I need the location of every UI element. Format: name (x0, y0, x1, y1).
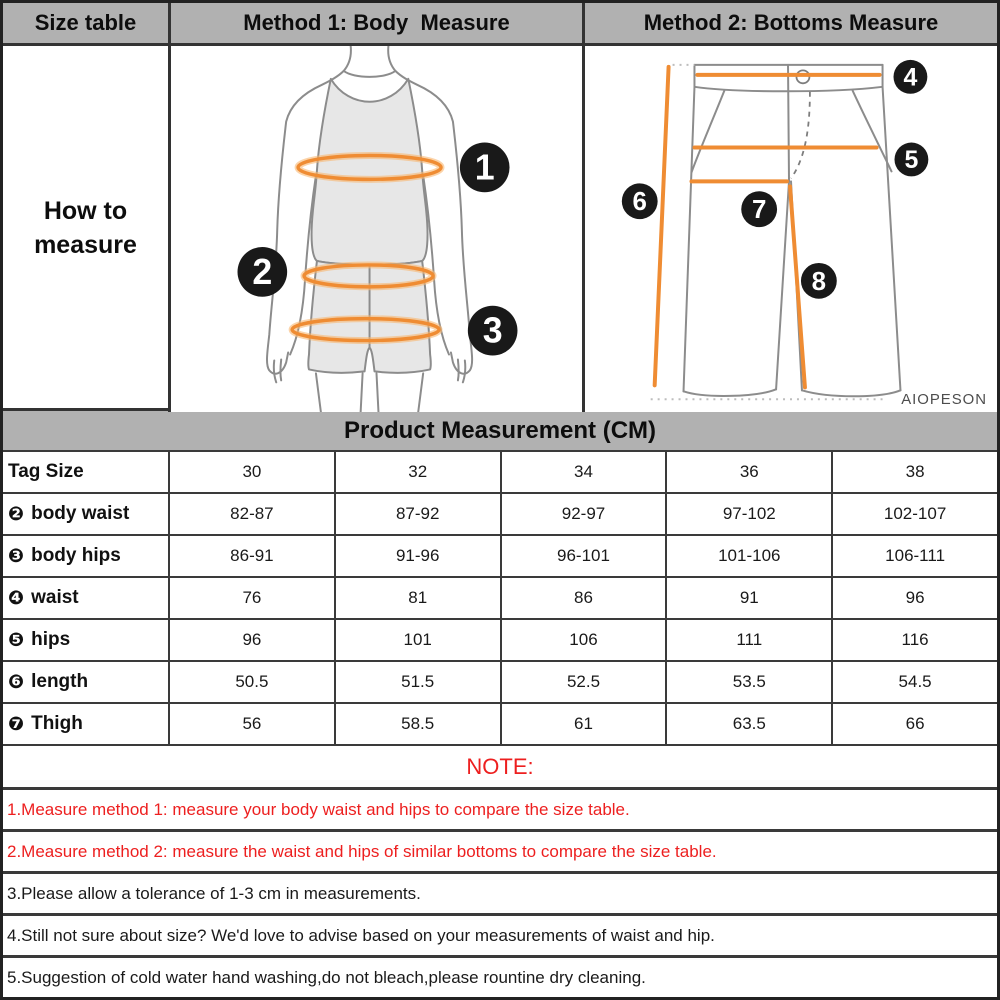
fly-stitch-line (791, 92, 810, 179)
row-label: length (31, 671, 89, 692)
length-line (655, 67, 669, 385)
marker-3: 3 (482, 310, 503, 351)
note-item: 2.Measure method 2: measure the waist and hips of similar bottoms to compare the size table. (3, 829, 997, 871)
measurement-value-cell: 87-92 (334, 494, 500, 534)
note-item: 1.Measure method 1: measure your body waist and hips to compare the size table. (3, 787, 997, 829)
note-item: 3.Please allow a tolerance of 1-3 cm in measurements. (3, 871, 997, 913)
circled-number-icon: ❸ (8, 544, 25, 567)
figures-row (3, 43, 997, 408)
measurement-value-cell: 101-106 (665, 536, 831, 576)
measurement-value-cell: 76 (168, 578, 334, 618)
row-label: hips (31, 629, 71, 650)
measurement-value-cell: 58.5 (334, 704, 500, 744)
method2-header: Method 2: Bottoms Measure (582, 3, 997, 43)
marker-6: 6 (632, 188, 647, 217)
table-row (3, 702, 997, 744)
marker-1: 1 (474, 147, 495, 188)
measure-lines (655, 67, 880, 387)
how-to-line2: measure (34, 231, 137, 260)
note-title: NOTE: (3, 744, 997, 787)
measurement-value-cell: 96-101 (500, 536, 666, 576)
row-label-cell (3, 704, 168, 744)
row-label-cell (3, 494, 168, 534)
note-item: 5.Suggestion of cold water hand washing,do not bleach,please rountine dry cleaning. (3, 955, 997, 997)
row-label: body hips (31, 545, 121, 566)
measurement-value-cell: 96 (168, 620, 334, 660)
method1-header: Method 1: Body Measure (168, 3, 582, 43)
brand-watermark: AIOPESON (901, 391, 988, 409)
measurement-value-cell: 102-107 (831, 494, 997, 534)
row-label: Thigh (31, 713, 83, 734)
measurement-value-cell: 86 (500, 578, 666, 618)
circled-number-icon: ❼ (8, 712, 25, 735)
measurement-value-cell: 52.5 (500, 662, 666, 702)
measurement-value-cell: 116 (831, 620, 997, 660)
measurement-value-cell: 51.5 (334, 662, 500, 702)
measurement-value-cell: 54.5 (831, 662, 997, 702)
product-measurement-title: Product Measurement (CM) (3, 408, 997, 450)
marker-5: 5 (904, 145, 919, 174)
measurement-table (3, 450, 997, 744)
measurement-value-cell: 92-97 (500, 494, 666, 534)
row-label: body waist (31, 503, 130, 524)
table-row (3, 660, 997, 702)
top-header-row (3, 3, 997, 43)
measurement-value-cell: 91-96 (334, 536, 500, 576)
measurement-value-cell: 106-111 (831, 536, 997, 576)
measurement-value-cell: 53.5 (665, 662, 831, 702)
circled-number-icon: ❻ (8, 670, 25, 693)
body-measure-figure (168, 46, 582, 412)
marker-2: 2 (252, 251, 273, 292)
note-item: 4.Still not sure about size? We'd love to advise based on your measurements of waist and hip. (3, 913, 997, 955)
row-label-cell (3, 536, 168, 576)
table-row (3, 450, 997, 492)
measurement-value-cell: 91 (665, 578, 831, 618)
tank-top-shape (312, 79, 428, 265)
marker-8: 8 (811, 267, 827, 296)
row-label-cell (3, 578, 168, 618)
notes-list (3, 787, 997, 997)
size-table-header: Size table (3, 3, 168, 43)
table-row (3, 618, 997, 660)
measurement-value-cell: 63.5 (665, 704, 831, 744)
circled-number-icon: ❺ (8, 628, 25, 651)
marker-7: 7 (751, 196, 767, 225)
measurement-value-cell: 50.5 (168, 662, 334, 702)
circled-number-icon: ❷ (8, 502, 25, 525)
bottoms-measure-figure (582, 46, 997, 412)
measurement-value-cell: 86-91 (168, 536, 334, 576)
measurement-value-cell: 82-87 (168, 494, 334, 534)
measurement-value-cell: 30 (168, 452, 334, 492)
how-to-line1: How to (43, 197, 128, 226)
measurement-value-cell: 36 (665, 452, 831, 492)
measurement-value-cell: 56 (168, 704, 334, 744)
measurement-value-cell: 38 (831, 452, 997, 492)
marker-4: 4 (903, 63, 918, 92)
measurement-value-cell: 96 (831, 578, 997, 618)
measurement-value-cell: 97-102 (665, 494, 831, 534)
row-label-cell (3, 620, 168, 660)
row-label: Tag Size (8, 461, 84, 482)
measurement-value-cell: 32 (334, 452, 500, 492)
row-label-cell (3, 452, 168, 492)
how-to-measure-label (3, 46, 168, 412)
table-row (3, 534, 997, 576)
measurement-value-cell: 111 (665, 620, 831, 660)
measurement-value-cell: 66 (831, 704, 997, 744)
measurement-value-cell: 101 (334, 620, 500, 660)
table-row (3, 576, 997, 618)
measurement-value-cell: 106 (500, 620, 666, 660)
body-illustration-svg (171, 46, 582, 412)
bottoms-illustration-svg (585, 46, 997, 412)
row-label: waist (31, 587, 79, 608)
table-row (3, 492, 997, 534)
measurement-value-cell: 61 (500, 704, 666, 744)
row-label-cell (3, 662, 168, 702)
circled-number-icon: ❹ (8, 586, 25, 609)
measurement-value-cell: 34 (500, 452, 666, 492)
measurement-value-cell: 81 (334, 578, 500, 618)
